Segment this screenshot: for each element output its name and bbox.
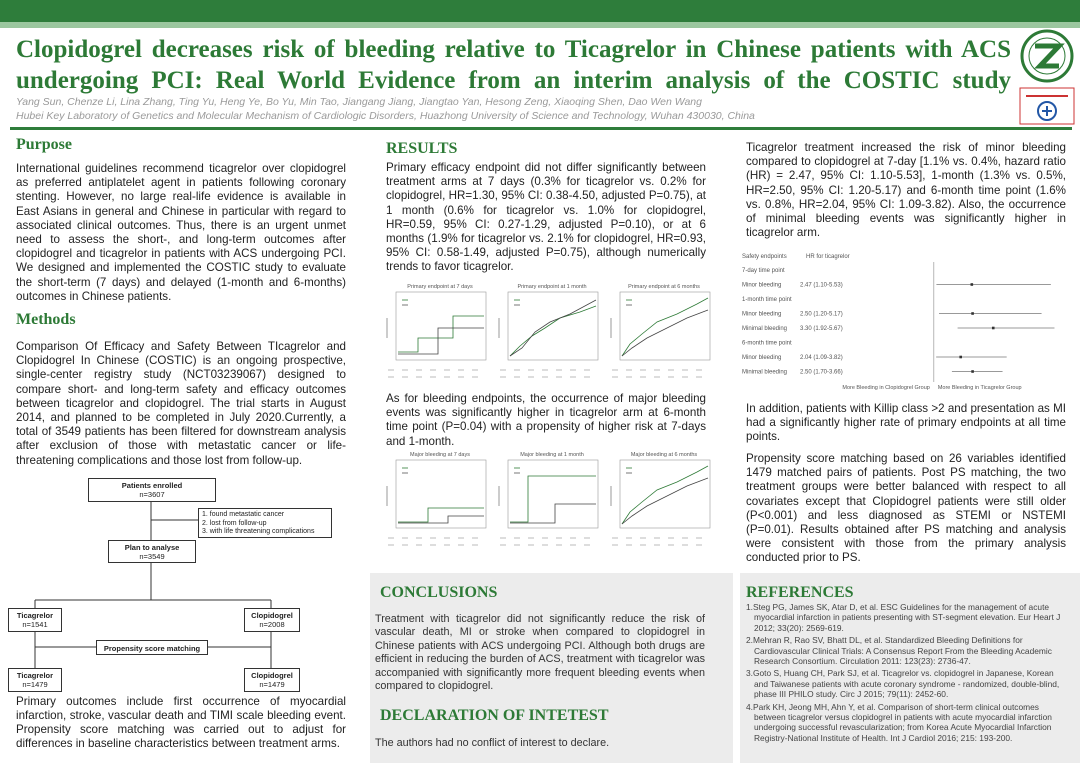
flow-psm-label: Propensity score matching — [103, 644, 201, 653]
flow-ticagrelor-matched-label: Ticagrelor — [16, 671, 54, 680]
flow-ticagrelor-label: Ticagrelor — [16, 611, 54, 620]
forest-col-endpoint: Safety endpoints — [742, 254, 787, 260]
forest-col-hr: HR for ticagrelor — [806, 254, 850, 260]
flowchart-connectors — [0, 470, 360, 695]
km-plot-frame — [396, 292, 486, 360]
km-plot-frame — [396, 460, 486, 528]
forest-timepoint-label: 1-month time point — [742, 297, 792, 303]
purpose-text: International guidelines recommend ticagrelor over clopidogrel as preferred antiplatelet agent in patients following coronary stenting. However, no large real-life evidence is available in East Asians in general and Chinese in particular with regard to associated clinical outcomes. Thus, there is an urgent unmet need to assess the short-, and long-term outcomes after clopidogrel and ticagrelor in patients with ACS undergoing PCI. We designed and implemented the COSTIC study to evaluate the short-term (7 days) and delayed (1-month and 6-months) outcomes in Chinese patients. — [16, 162, 346, 303]
forest-row-label: Minimal bleeding — [742, 326, 788, 332]
results-killip-text: In addition, patients with Killip class >2 and presentation as MI had a significantly higher rate of primary endpoints at all time points. — [746, 402, 1066, 444]
flow-excl-1: 1. found metastatic cancer — [202, 511, 285, 518]
km-bleeding-plots — [376, 448, 716, 558]
forest-row-hr: 2.47 (1.10-5.53) — [800, 282, 843, 289]
declaration-heading: DECLARATION OF INTETEST — [380, 707, 609, 724]
forest-point — [971, 312, 974, 315]
flow-clopidogrel-matched-box — [244, 668, 300, 692]
flow-plan-box — [108, 540, 196, 563]
km-plot-title: Primary endpoint at 6 months — [628, 284, 700, 290]
km-curve-clopidogrel — [622, 310, 708, 356]
poster-title: Clopidogrel decreases risk of bleeding relative to Ticagrelor in Chinese patients with ACS undergoing PCI: Real World Evidence from an interim analysis of the COSTIC study — [16, 36, 1011, 94]
flow-clopidogrel-matched-n: n=1479 — [259, 680, 285, 689]
km-curve-ticagrelor — [622, 466, 708, 524]
references-list — [746, 602, 1068, 745]
flow-ticagrelor-matched-box — [8, 668, 62, 692]
conclusions-text: Treatment with ticagrelor did not significantly reduce the risk of vascular death, MI or stroke when compared to clopidogrel in Chinese patients with ACS undergoing PCI. Although both drugs are efficient in reducing the burden of ACS, treatment with ticagrelor was accompanied with significantly more frequent bleeding events when compared to clopidogrel. — [375, 613, 705, 693]
flow-clopidogrel-matched-label: Clopidogrel — [251, 671, 293, 680]
km-curve-clopidogrel — [398, 328, 484, 354]
results-bleeding-text: As for bleeding endpoints, the occurrence of major bleeding events was significantly higher in ticagrelor arm at 6-month time point (P=0.04) with a propensity of higher risk at 7-days and 1-month. — [386, 392, 706, 448]
forest-row-hr: 2.50 (1.70-3.66) — [800, 369, 843, 376]
methods-text: Comparison Of Efficacy and Safety Between TIcagrelor and Clopidogrel In Chinese (COSTIC) is an ongoing prospective, single-center registry study (NCT03239067) designed to compare short- and long-term safety and efficacy outcomes between ticagrelor and clopidogrel. The trial starts in August 2014, and planned to be completed in July 2020.Currently, a total of 3549 patients has been filtered for downstream analysis after exclusion of those with metastatic cancer or life-threatening complications and those lost from follow-up. — [16, 340, 346, 467]
forest-point — [992, 327, 995, 330]
flow-ticagrelor-box — [8, 608, 62, 632]
km-plot-frame — [620, 460, 710, 528]
methods-outcomes-text: Primary outcomes include first occurrence of myocardial infarction, stroke, vascular death and TIMI scale bleeding event. Propensity score matching was carried out to adjust for differences in baseline characteristics between treatment arms. — [16, 695, 346, 750]
authors-line: Yang Sun, Chenze Li, Lina Zhang, Ting Yu, Heng Ye, Bo Yu, Min Tao, Jiangang Jiang, Jiangtao Yan, Hesong Zeng, Xiaoqing Shen, Dao Wen Wang — [16, 96, 702, 108]
top-banner-stripe — [0, 22, 1080, 28]
references-heading: REFERENCES — [746, 584, 854, 601]
flow-enrolled-box — [88, 478, 216, 502]
results-minor-bleeding-text: Ticagrelor treatment increased the risk of minor bleeding compared to clopidogrel at 7-day [1.1% vs. 0.4%, hazard ratio (HR) = 2.47, 95% CI: 1.10-5.53], 1-month (1.3% vs. 0.5%, HR=2.50, 95% CI: 1.20-5.17) and 6-month time point (1.6% vs. 0.8%, HR=2.04, 95% CI: 1.09-3.82). Also, the occurrence of minimal bleeding events was significantly higher in ticagrelor arm. — [746, 141, 1066, 240]
forest-plot — [738, 248, 1073, 398]
flow-exclusion-box — [198, 508, 332, 538]
top-banner-bar — [0, 0, 1080, 22]
forest-row-hr: 3.30 (1.92-5.67) — [800, 326, 843, 332]
flow-clopidogrel-label: Clopidogrel — [251, 611, 293, 620]
forest-row-hr: 2.50 (1.20-5.17) — [800, 311, 843, 318]
reference-item: 1.Steg PG, James SK, Atar D, et al. ESC Guidelines for the management of acute myocardial infarction in patients presenting with ST-segment elevation. Eur Heart J 2012; 33(20): 2569-619. — [746, 602, 1061, 633]
forest-row-hr: 2.04 (1.09-3.82) — [800, 355, 843, 361]
forest-row-label: Minor bleeding — [742, 311, 782, 318]
forest-timepoint-label: 6-month time point — [742, 340, 792, 347]
km-plot-title: Major bleeding at 1 month — [520, 452, 584, 458]
km-plot-frame — [620, 292, 710, 360]
reference-item: 3.Goto S, Huang CH, Park SJ, et al. Ticagrelor vs. clopidogrel in Japanese, Korean and Taiwanese patients with acute coronary syndrome - randomized, double-blind, phase III PHILO study. Circ J 2015; 79(11): 2452-60. — [746, 668, 1060, 700]
forest-point — [959, 356, 962, 359]
results-psm-text: Propensity score matching based on 26 variables identified 1479 matched pairs of patients. Post PS matching, the two treatment groups were better balanced with respect to all covariates except that Clopidogrel patients were still older (P<0.001) and less diagnosed as STEMI or NSTEMI (P=0.01). Results obtained after PS matching and analysis were consistent with those from the primary analysis conducted prior to PS. — [746, 452, 1066, 565]
forest-timepoint-label: 7-day time point — [742, 268, 785, 274]
flow-ticagrelor-matched-n: n=1479 — [22, 680, 48, 689]
results-heading: RESULTS — [386, 140, 458, 157]
hospital-logo-icon — [1018, 86, 1076, 126]
results-efficacy-text: Primary efficacy endpoint did not differ significantly between treatment arms at 7 days (0.3% for ticagrelor vs. 0.2% for clopidogrel, HR=1.30, 95% CI: 0.38-4.50, adjusted P=0.75), at 1 month (0.6% for ticagrelor vs. 1.0% for clopidogrel, HR=0.59, 95% CI: 0.27-1.29, adjusted P=0.10), or at 6 months (1.9% for ticagrelor vs. 2.1% for clopidogrel, HR=0.93, 95% CI: 0.58-1.49, adjusted P=0.75), although numerically trends to favor ticagrelor. — [386, 161, 706, 274]
flow-enrolled-label: Patients enrolled — [121, 481, 183, 490]
flow-clopidogrel-n: n=2008 — [259, 620, 285, 629]
km-plot-title: Primary endpoint at 7 days — [407, 284, 473, 290]
methods-heading: Methods — [16, 311, 76, 328]
flow-clopidogrel-box — [244, 608, 300, 632]
flow-excl-2: 2. lost from follow-up — [202, 519, 267, 527]
km-curve-ticagrelor — [510, 476, 596, 522]
flow-excl-3: 3. with life threatening complications — [202, 528, 315, 535]
header-separator — [10, 127, 1072, 130]
km-curve-ticagrelor — [398, 316, 484, 352]
flow-plan-n: n=3549 — [139, 552, 165, 561]
km-curve-clopidogrel — [622, 478, 708, 524]
flow-psm-box — [96, 640, 208, 655]
university-logo-icon — [1020, 28, 1074, 84]
km-curve-clopidogrel — [510, 300, 596, 356]
km-plot-title: Major bleeding at 7 days — [410, 452, 470, 458]
forest-row-label: Minimal bleeding — [742, 369, 788, 376]
km-plot-title: Primary endpoint at 1 month — [517, 284, 587, 290]
km-plot-frame — [508, 460, 598, 528]
flow-plan-label: Plan to analyse — [124, 543, 180, 552]
affiliation-line: Hubei Key Laboratory of Genetics and Molecular Mechanism of Cardiologic Disorders, Huazhong University of Science and Technology, Wuhan 430030, China — [16, 110, 755, 122]
forest-left-label: More Bleeding in Clopidogrel Group — [842, 385, 930, 391]
forest-point — [971, 370, 974, 373]
forest-point — [971, 283, 974, 286]
purpose-heading: Purpose — [16, 136, 72, 153]
declaration-text: The authors had no conflict of interest to declare. — [375, 737, 610, 749]
reference-item: 4.Park KH, Jeong MH, Ahn Y, et al. Comparison of short-term clinical outcomes between ticagrelor versus clopidogrel in patients with acute myocardial infarction undergoing successful revascularization; from Korea Acute Myocardial Infarction Registry-National Institute of Health. Int J Cardiol 2016; 215: 193-200. — [746, 701, 1052, 743]
km-plot-title: Major bleeding at 6 months — [630, 452, 698, 458]
reference-item: 2.Mehran R, Rao SV, Bhatt DL, et al. Standardized Bleeding Definitions for Cardiovascular Clinical Trials: A Consensus Report From the Bleeding Academic Research Consortium. Circulation 2011: 123(23): 2736-47. — [746, 635, 1052, 667]
km-curve-clopidogrel — [510, 504, 596, 523]
conclusions-heading: CONCLUSIONS — [380, 584, 498, 601]
forest-right-label: More Bleeding in Ticagrelor Group — [937, 385, 1022, 391]
km-curve-ticagrelor — [510, 306, 596, 356]
km-plot-frame — [508, 292, 598, 360]
forest-row-label: Minor bleeding — [742, 282, 782, 289]
km-curve-ticagrelor — [622, 298, 708, 356]
km-curve-ticagrelor — [398, 508, 484, 522]
forest-row-label: Minor bleeding — [742, 355, 782, 361]
flow-ticagrelor-n: n=1541 — [22, 620, 48, 629]
flow-enrolled-n: n=3607 — [139, 490, 165, 499]
km-efficacy-plots — [376, 280, 716, 390]
